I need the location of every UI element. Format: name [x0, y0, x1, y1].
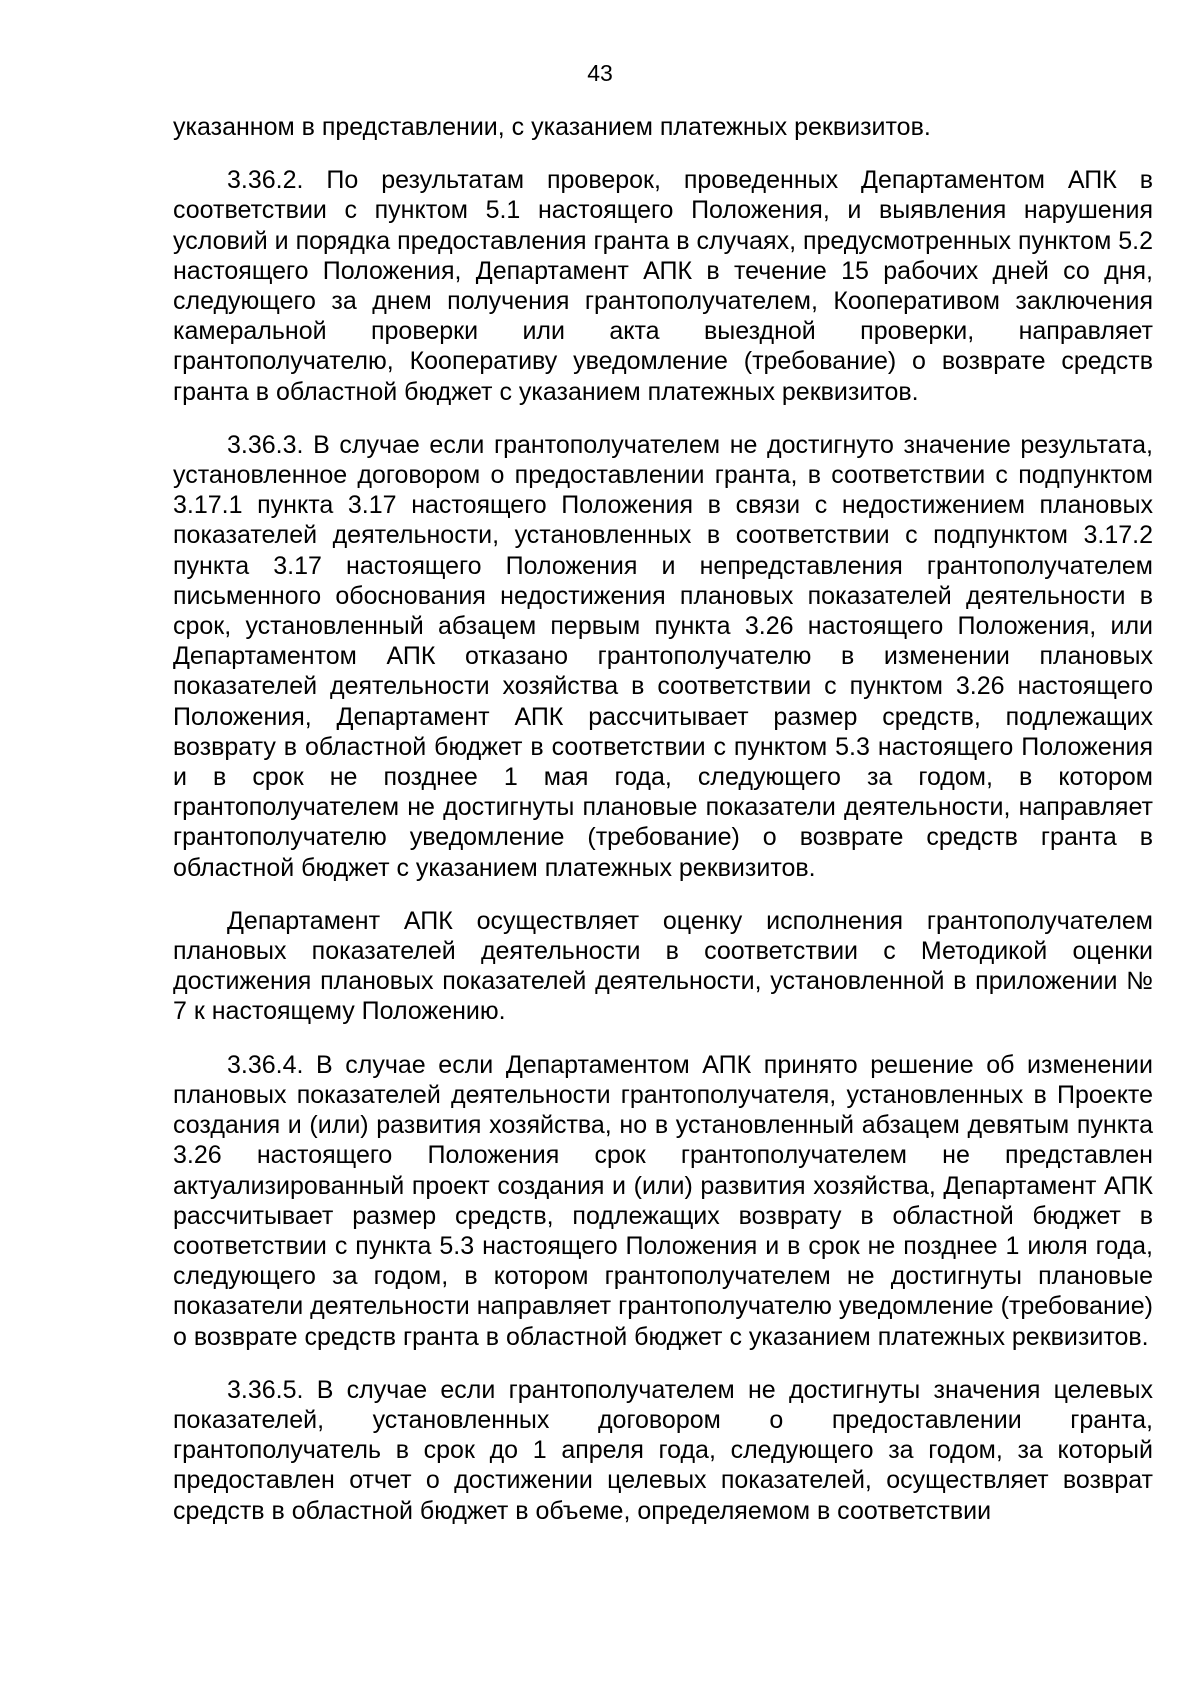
document-body: [173, 112, 1153, 1526]
paragraph-3-36-3: 3.36.3. В случае если грантополучателем не достигнуто значение результата, установленное договором о предоставлении гранта, в соответствии с подпунктом 3.17.1 пункта 3.17 настоящего Положения в связи с недостижением плановых показателей деятельности, установленных в соответствии с подпунктом 3.17.2 пункта 3.17 настоящего Положения и непредставления грантополучателем письменного обоснования недостижения плановых показателей деятельности в срок, установленный абзацем первым пункта 3.26 настоящего Положения, или Департаментом АПК отказано грантополучателю в изменении плановых показателей деятельности хозяйства в соответствии с пунктом 3.26 настоящего Положения, Департамент АПК рассчитывает размер средств, подлежащих возврату в областной бюджет в соответствии с пунктом 5.3 настоящего Положения и в срок не позднее 1 мая года, следующего за годом, в котором грантополучателем не достигнуты плановые показатели деятельности, направляет грантополучателю уведомление (требование) о возврате средств гранта в областной бюджет с указанием платежных реквизитов.: [173, 430, 1153, 882]
paragraph-3-36-4: 3.36.4. В случае если Департаментом АПК принято решение об изменении плановых показателей деятельности грантополучателя, установленных в Проекте создания и (или) развития хозяйства, но в установленный абзацем девятым пункта 3.26 настоящего Положения срок грантополучателем не представлен актуализированный проект создания и (или) развития хозяйства, Департамент АПК рассчитывает размер средств, подлежащих возврату в областной бюджет в соответствии с пункта 5.3 настоящего Положения и в срок не позднее 1 июля года, следующего за годом, в котором грантополучателем не достигнуты плановые показатели деятельности направляет грантополучателю уведомление (требование) о возврате средств гранта в областной бюджет с указанием платежных реквизитов.: [173, 1050, 1153, 1351]
page-number: 43: [587, 60, 613, 86]
paragraph-3-36-2: 3.36.2. По результатам проверок, проведенных Департаментом АПК в соответствии с пунктом 5.1 настоящего Положения, и выявления нарушения условий и порядка предоставления гранта в случаях, предусмотренных пунктом 5.2 настоящего Положения, Департамент АПК в течение 15 рабочих дней со дня, следующего за днем получения грантополучателем, Кооперативом заключения камеральной проверки или акта выездной проверки, направляет грантополучателю, Кооперативу уведомление (требование) о возврате средств гранта в областной бюджет с указанием платежных реквизитов.: [173, 166, 1153, 406]
paragraph-continuation: указанном в представлении, с указанием платежных реквизитов.: [173, 113, 931, 141]
paragraph-assessment: Департамент АПК осуществляет оценку исполнения грантополучателем плановых показателей деятельности в соответствии с Методикой оценки достижения плановых показателей деятельности, установленной в приложении № 7 к настоящему Положению.: [173, 906, 1153, 1026]
paragraph-3-36-5: 3.36.5. В случае если грантополучателем не достигнуты значения целевых показателей, установленных договором о предоставлении гранта, грантополучатель в срок до 1 апреля года, следующего за годом, за который предоставлен отчет о достижении целевых показателей, осуществляет возврат средств в областной бюджет в объеме, определяемом в соответствии: [173, 1375, 1153, 1525]
